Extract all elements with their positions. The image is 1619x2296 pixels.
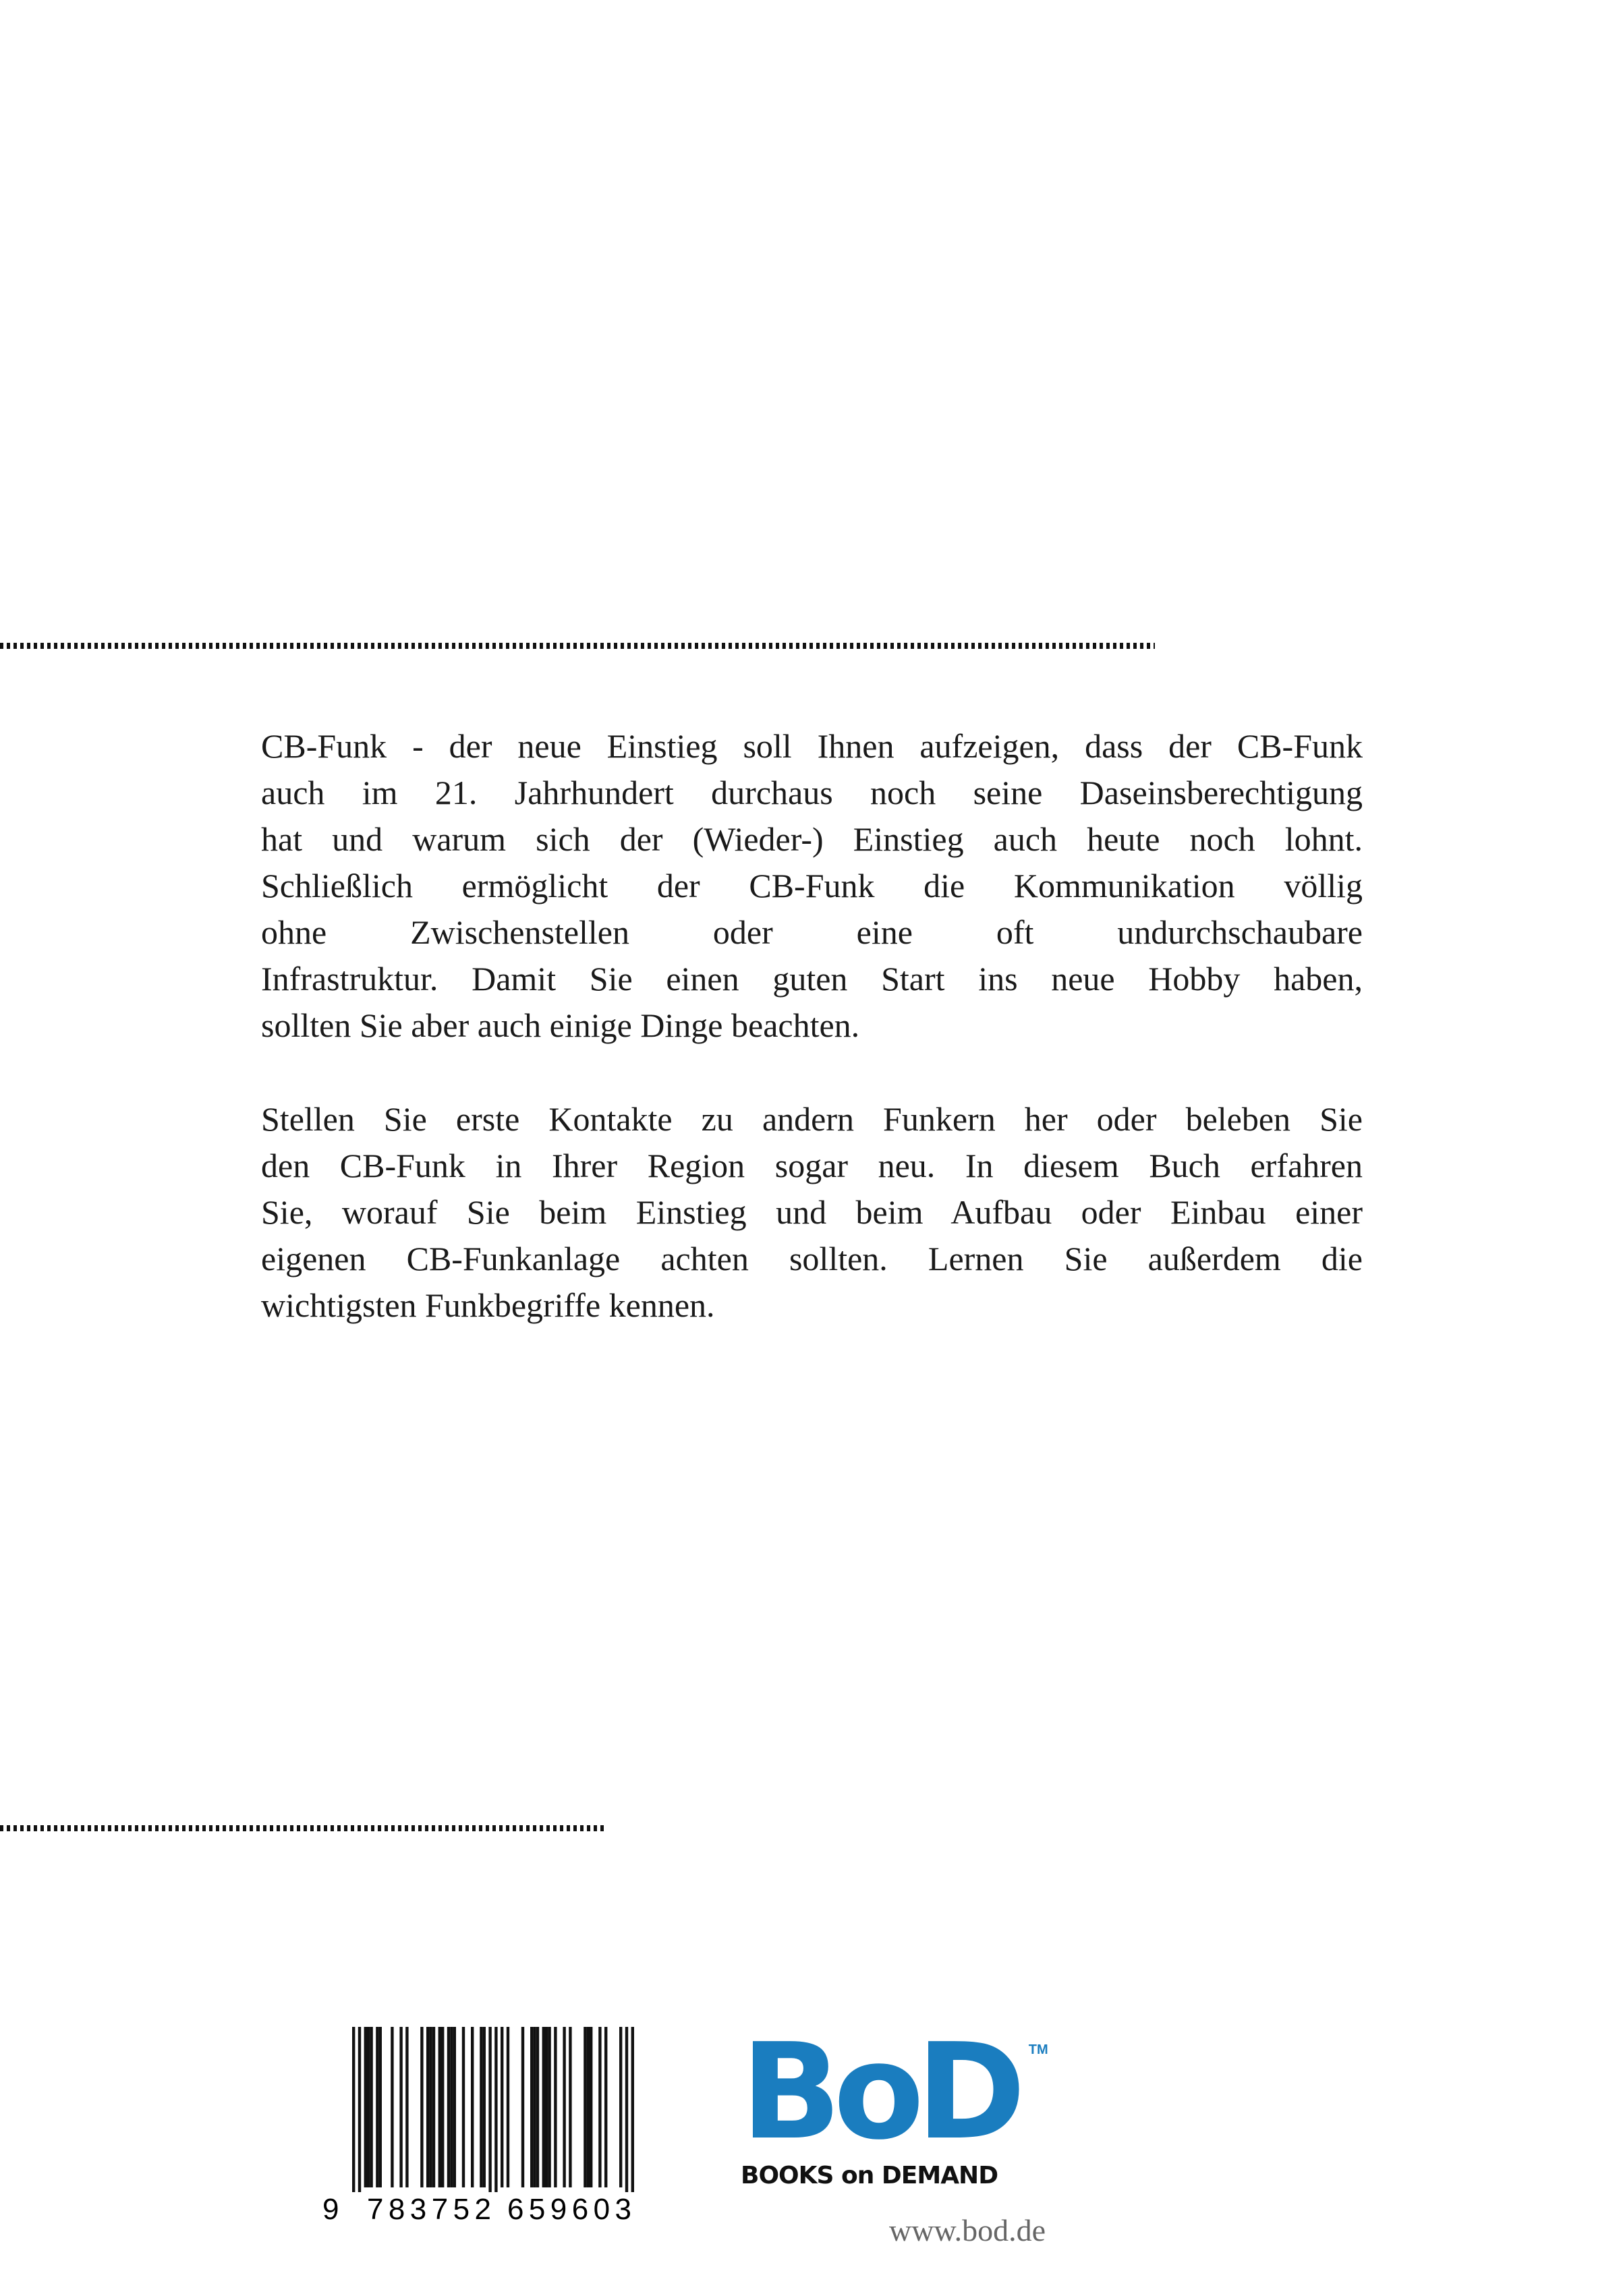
text-line: Schließlich ermöglicht der CB-Funk die Kommunikation völlig <box>261 867 1363 905</box>
barcode-bar <box>358 2027 361 2192</box>
barcode-bar <box>426 2027 429 2187</box>
barcode-bar <box>364 2027 367 2187</box>
barcode-bar <box>370 2027 372 2187</box>
barcode-bar <box>545 2027 548 2187</box>
barcode-bar <box>376 2027 378 2187</box>
text-line: ohne Zwischenstellen oder eine oft undurchschaubare <box>261 913 1363 951</box>
barcode-bar <box>471 2027 474 2187</box>
isbn-barcode <box>317 2024 654 2226</box>
barcode-bar <box>438 2027 441 2187</box>
text-line: CB-Funk - der neue Einstieg soll Ihnen aufzeigen, dass der CB-Funk <box>261 727 1363 765</box>
barcode-bar <box>521 2027 524 2187</box>
barcode-bar <box>631 2027 634 2192</box>
barcode-first-digit: 9 <box>322 2193 339 2226</box>
text-line: eigenen CB-Funkanlage achten sollten. Lernen Sie außerdem die <box>261 1240 1363 1278</box>
barcode-bar <box>453 2027 456 2187</box>
barcode-bar <box>563 2027 565 2187</box>
trademark-symbol: TM <box>1028 2042 1048 2057</box>
barcode-bar <box>625 2027 628 2192</box>
barcode-bar <box>554 2027 557 2187</box>
barcode-bar <box>584 2027 586 2187</box>
publisher-url[interactable]: www.bod.de <box>889 2213 1046 2247</box>
barcode-bar <box>569 2027 571 2187</box>
text-line: Sie, worauf Sie beim Einstieg und beim Aufbau oder Einbau einer <box>261 1193 1363 1231</box>
barcode-bar <box>488 2027 491 2192</box>
barcode-bar <box>367 2027 370 2187</box>
barcode-bar <box>405 2027 408 2187</box>
barcode-right-digits: 659603 <box>507 2193 631 2226</box>
barcode-bar <box>494 2027 497 2192</box>
text-line: hat und warum sich der (Wieder-) Einstieg auch heute noch lohnt. <box>261 820 1363 858</box>
text-line: sollten Sie aber auch einige Dinge beachten. <box>261 1006 860 1044</box>
barcode-bar <box>530 2027 533 2187</box>
blurb-paragraph-1 <box>261 723 1363 1049</box>
barcode-bar <box>441 2027 444 2187</box>
dotted-divider-bottom <box>0 1825 604 1831</box>
barcode-bar <box>480 2027 482 2187</box>
bod-logo <box>741 2015 1048 2190</box>
text-line: Infrastruktur. Damit Sie einen guten Start ins neue Hobby haben, <box>261 960 1363 998</box>
barcode-bar <box>447 2027 450 2187</box>
barcode-bar <box>587 2027 590 2187</box>
barcode-bar <box>619 2027 622 2187</box>
barcode-bar <box>598 2027 601 2187</box>
barcode-bar <box>507 2027 509 2187</box>
barcode-bar <box>483 2027 486 2187</box>
barcode-bar <box>432 2027 435 2187</box>
barcode-bar <box>536 2027 539 2187</box>
text-line: wichtigsten Funkbegriffe kennen. <box>261 1286 715 1324</box>
barcode-bar <box>462 2027 465 2187</box>
bod-tagline: BOOKS on DEMAND <box>741 2162 998 2189</box>
barcode-bar <box>548 2027 550 2187</box>
blurb-paragraph-2 <box>261 1096 1363 1329</box>
barcode-bar <box>399 2027 402 2187</box>
barcode-bar <box>501 2027 503 2187</box>
barcode-bar <box>604 2027 607 2187</box>
barcode-bar <box>450 2027 453 2187</box>
bod-logo-text: BoD <box>741 2015 1018 2169</box>
text-line: den CB-Funk in Ihrer Region sogar neu. In diesem Buch erfahren <box>261 1147 1363 1184</box>
barcode-bar <box>379 2027 382 2187</box>
text-line: Stellen Sie erste Kontakte zu andern Funkern her oder beleben Sie <box>261 1100 1363 1138</box>
barcode-bar <box>391 2027 393 2187</box>
bod-logo-row <box>741 2015 1048 2169</box>
barcode-bar <box>542 2027 545 2187</box>
barcode-left-digits: 783752 <box>367 2193 491 2226</box>
barcode-bar <box>420 2027 423 2187</box>
barcode-bar <box>533 2027 536 2187</box>
barcode-bar <box>590 2027 592 2187</box>
barcode-bar <box>429 2027 432 2187</box>
dotted-divider-top <box>0 643 1155 649</box>
barcode-bar <box>352 2027 355 2192</box>
text-line: auch im 21. Jahrhundert durchaus noch seine Daseinsberechtigung <box>261 774 1363 811</box>
